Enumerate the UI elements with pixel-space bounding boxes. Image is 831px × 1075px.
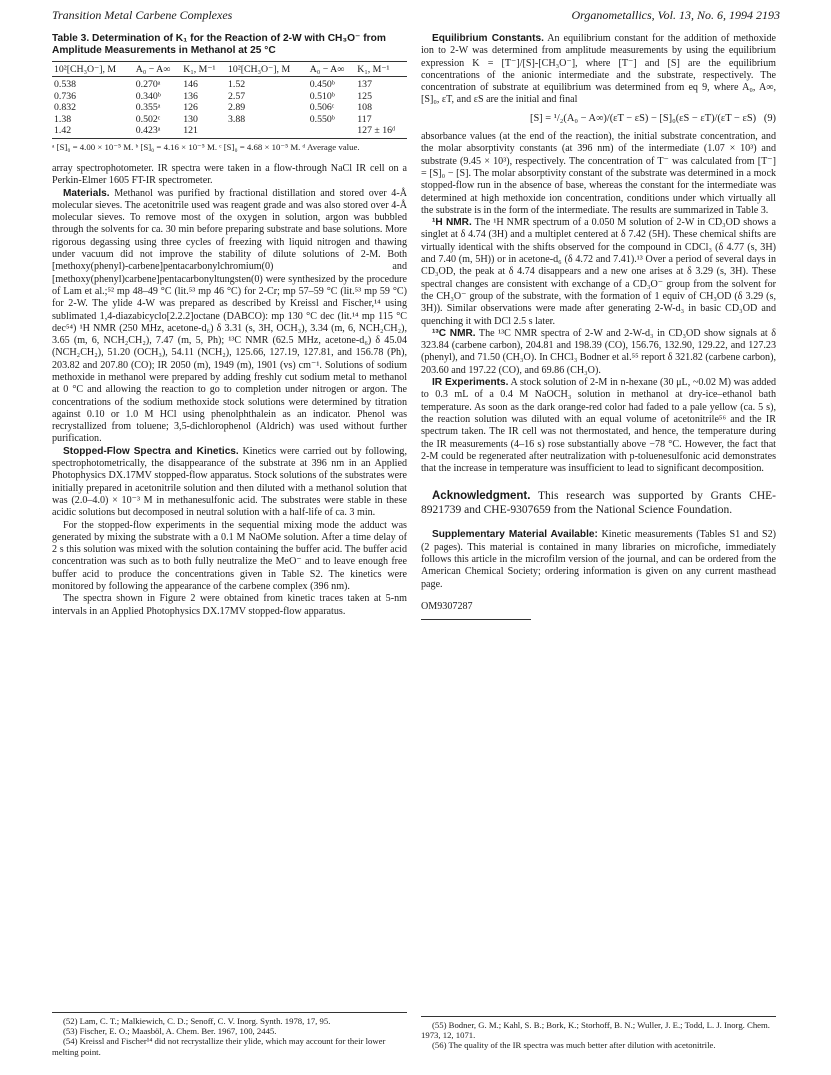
table-cell: 0.355ᵃ [135,102,161,114]
section-heading: Materials. [63,187,110,199]
table-cell: 0.506ᶜ [309,102,335,114]
table-cell: 0.550ᵇ [309,113,335,125]
table-header: K₁, M⁻¹ [181,62,226,77]
table-caption: Table 3. Determination of K₁ for the Reaction of 2-W with CH₃O⁻ from Amplitude Measurements in Methanol at 25 °C [52,33,386,56]
footnote: (55) Bodner, G. M.; Kahl, S. B.; Bork, K.; Storhoff, B. N.; Wuller, J. E.; Todd, L. J. Inorg. Chem. 1973, 12, 1071. [421,1020,770,1041]
table-cell: 1.38 [54,113,72,125]
supplementary-material [421,529,776,590]
table-cell: 1.42 [54,125,72,137]
section-heading: Stopped-Flow Spectra and Kinetics. [63,445,239,457]
equation-number: (9) [763,112,776,124]
table-cell: 108 [357,102,372,114]
table-cell: 0.450ᵇ [309,79,335,91]
paragraph: absorbance values (at the end of the reaction), the initial substrate concentration, and the molar absorptivity constants (at 396 nm) of the intermediate (1.07 × 10³) and substrate (9.45 × 10³), respectively. The concentration of T⁻ was calculated from [T⁻] = [S]₀ − [S]. The molar absorptivity constant of the substrate was determined in a mock stopped-flow run in the absence of base, whereas the constant for the intermediate was determined at high methoxide ion concentration, conditions under which virtually all the substrate is in the form of the intermediate. The results are summarized in Table 3. [421,131,776,216]
table-cell: 0.423ᵃ [135,125,161,137]
footnote: (56) The quality of the IR spectra was much better after dilution with acetonitrile. [432,1040,716,1051]
paragraph: For the stopped-flow experiments in the sequential mixing mode the adduct was generated by mixing the substrate with a 0.1 M NaOMe solution. After a time delay of 2 s this solution was mixed with the solution containing the buffer acid. The buffer acid concentration was such as to both fully neutralize the MeO⁻ and to leave enough free buffer acid to produce the concentrations given in Table S2. The kinetics were monitored by following the appearance of the carbene complex (396 nm). [52,519,407,593]
table-3 [52,61,407,139]
paragraph: The spectra shown in Figure 2 were obtained from kinetic traces taken at 5-nm intervals in an Applied Photophysics DX.17MV stopped-flow apparatus. [52,593,407,617]
table-cell: 121 [183,125,198,137]
divider [421,619,531,620]
header-right: Organometallics, Vol. 13, No. 6, 1994 2193 [571,8,780,22]
table-cell [308,125,356,139]
section-heading: ¹H NMR. [432,217,472,229]
table-cell: 3.88 [228,113,246,125]
table-cell: 127 ± 16ᵈ [357,125,396,137]
table-cell: 130 [183,113,198,125]
table-cell: 0.736 [54,90,77,102]
table-header: K₁, M⁻¹ [355,62,407,77]
paragraph-13c-nmr [421,328,776,377]
table-cell: 0.340ᵇ [135,90,161,102]
paragraph-equilibrium [421,33,776,107]
paragraph-1h-nmr [421,217,776,328]
table-cell: 1.52 [228,79,246,91]
table-cell: 0.502ᶜ [135,113,161,125]
paragraph: array spectrophotometer. IR spectra were taken in a flow-through NaCl IR cell on a Perkin-Elmer 1605 FT-IR spectrometer. [52,162,407,187]
table-row [52,77,407,91]
paragraph-text: Kinetic measurements (Tables S1 and S2) (2 pages). This material is contained in many libraries on microfiche, immediately follows this article in the microfilm version of the journal, and can be ordered from the American Chemical Society; ordering information is given on any current masthead page. [421,529,777,590]
paragraph-ir [421,377,776,475]
paragraph-text: An equilibrium constant for the addition of methoxide ion to 2-W was determined from amplitude measurements by using the equilibrium expression K = [T⁻]/[S]-[CH₃O⁻], where [T⁻] and [S] are the equilibrium concentrations of the anionic intermediate and the substrate, respectively. The concentration of substrate at equilibrium was determined from eq 9, where A₀, A∞, [S]₀, εT, and εS are the initial and final [421,33,776,106]
table-header: 10²[CH₃O⁻], M [52,62,134,77]
section-heading: ¹³C NMR. [432,327,476,339]
paragraph-text: Methanol was purified by fractional distillation and stored over 4-Å molecular sieves. The acetonitrile used was reagent grade and was also stored over 4-Å molecular sieves. To remove most of the oxygen in solution, argon was bubbled through the solvents for ca. 30 min before preparing substrate and base solutions. More rigorous degassing using three cycles of freezing with liquid nitrogen and thawing under vacuum did not improve the stability of dilute solutions of 2-M. Both [methoxy(phenyl)-carbene]pentacarbonylchromium(0) and [methoxy(phenyl)carbene]pentacarbonyltungsten(0) were synthesized by the procedure of Lam et al.;⁵² mp 48–49 °C (lit.⁵³ mp 46 °C) for 2-Cr; mp 57–59 °C (lit.⁵³ mp 59 °C) for 2-W. The ylide 4-W was prepared as described by Kreissl and Fischer,¹⁴ using sublimated 1,4-diazabicyclo[2.2.2]octane (DABCO): mp 130 °C dec (lit.¹⁴ mp 115 °C dec⁵⁴) ¹H NMR (250 MHz, acetone-d₆) δ 3.31 (s, 3H, OCH₃), 3.34 (m, 6, NCH₂CH₂), 3.65 (m, 6, NCH₂CH₂), 7.47 (m, 5, Ph); ¹³C NMR (62.5 MHz, acetone-d₆) δ 45.04 (NCH₂CH₂), 51.20 (OCH₃), 54.11 (NCH₂), 125.66, 127.19, 127.81, and 156.78 (Ph), 203.82 and 207.80 (CO); IR 2050 (m), 1949 (m), 1901 (vs) cm⁻¹. Solutions of sodium methoxide in methanol were prepared by adding freshly cut sodium metal to methanol at 0 °C and allowing the reaction to go to completion under nitrogen or argon. The concentrations of the sodium methoxide stock solutions were determined by titration against 0.10 or 1.0 M HCl using phenolphthalein as an indicator. Phenol was recrystallized from toluene; 3,5-dichlorophenol (Aldrich) was used without further purification. [52,187,407,445]
footnotes-right [421,1016,776,1051]
paragraph-text: Kinetics were carried out by following, spectrophotometrically, the disappearance of the substrate at 396 nm in an Applied Photophysics DX.17MV stopped-flow apparatus. Stock solutions of the substrates were initially prepared in acetonitrile solution and then diluted with a methanol solution that was (2.0–4.0) × 10⁻³ M in methanesulfonic acid. The substrates were stable in these acidic solutions but decomposed in neutral solution with a half-life of ca. 3 min. [52,445,407,519]
table-cell: 137 [357,79,372,91]
footnote: (53) Fischer, E. O.; Maasböl, A. Chem. Ber. 1967, 100, 2445. [63,1026,277,1037]
section-heading: Equilibrium Constants. [432,33,544,44]
paragraph-text: A stock solution of 2-M in n-hexane (30 μL, ~0.02 M) was added to 0.3 mL of a 0.4 M NaOCH₃ solution in methanol at dry-ice–ethanol bath temperature. As soon as the dark orange-red color had faded to a pale yellow (ca. 5 s), the reaction solution was diluted with an equal volume of acetonitrile⁵⁶ and the IR spectrum taken. The IR cell was not thermostated, and hence, the temperature during the IR measurements (4–16 s) rose substantially above −78 °C. However, the fact that 2-M could be regenerated after neutralization with p-toluenesulfonic acid demonstrates that the increase in temperature was insufficient to lead to significant decomposition. [421,377,777,475]
table-cell: 0.270ᵃ [135,79,161,91]
footnote: (54) Kreissl and Fischer¹⁴ did not recrystallize their ylide, which may account for their lower melting point. [52,1036,386,1057]
table-cell: 146 [183,79,198,91]
table-cell: 125 [357,90,372,102]
table-row [52,114,407,125]
right-column [421,33,776,620]
left-column [52,33,407,618]
table-cell: 126 [183,102,198,114]
table-cell: 2.89 [228,102,246,114]
paragraph-text: The ¹³C NMR spectra of 2-W and 2-W-d₃ in CD₃OD show signals at δ 323.84 (carbene carbon), 204.81 and 198.39 (CO), 156.76, 132.90, 129.22, and 127.23 (phenyl), and 71.50 (CH₃O). In CHCl₃ Bodner et al.⁵⁵ report δ 321.82 (carbene carbon), 203.60 and 197.22 (CO), and 69.86 (CH₃O). [421,327,776,376]
table-header: 10²[CH₃O⁻], M [226,62,308,77]
table-row [52,91,407,102]
table-header: A₀ − A∞ [308,62,356,77]
running-header [52,8,780,22]
footnotes-left [52,1012,407,1057]
table-cell: 136 [183,90,198,102]
table-header-row [52,62,407,77]
header-left: Transition Metal Carbene Complexes [52,8,233,22]
table-cell: 117 [357,113,372,125]
footnote: (52) Lam, C. T.; Malkiewich, C. D.; Senoff, C. V. Inorg. Synth. 1978, 17, 95. [63,1016,331,1026]
table-cell: 2.57 [228,90,246,102]
table-cell [226,125,308,139]
paragraph-materials [52,188,407,446]
manuscript-code: OM9307287 [421,600,473,612]
table-row [52,102,407,113]
section-heading: Acknowledgment. [432,490,531,503]
table-row [52,125,407,139]
paragraph-stopped-flow [52,446,407,520]
table-header: A₀ − A∞ [134,62,182,77]
equation-9 [421,113,776,125]
paragraph-text: This research was supported by Grants CHE-8921739 and CHE-9307659 from the National Science Foundation. [421,490,776,517]
table-cell: 0.538 [54,79,77,91]
acknowledgment [421,489,776,517]
table-footnote: ᵃ [S]₀ = 4.00 × 10⁻⁵ M. ᵇ [S]₀ = 4.16 × 10⁻⁵ M. ᶜ [S]₀ = 4.68 × 10⁻⁵ M. ᵈ Average value. [52,142,360,153]
section-heading: IR Experiments. [432,377,509,389]
table-cell: 0.832 [54,102,77,114]
section-heading: Supplementary Material Available: [432,529,598,541]
paragraph-text: The ¹H NMR spectrum of a 0.050 M solution of 2-W in CD₃OD shows a singlet at δ 4.74 (3H) and a multiplet centered at δ 7.42 (5H). These chemical shifts are virtually identical with the shifts observed for the compound in CDCl₃ (δ 4.77 (s, 3H) and 7.40 (m, 5H)) or in acetone-d₆ (δ 4.72 and 7.41).¹³ Over a period of several days in CD₃OD, the peak at δ 4.74 disappears and a new one arises at δ 3.29 (s, 3H). These spectral changes are consistent with exchange of a CD₃O⁻ group from the solvent for the CH₃O⁻ group of the substrate, with the formation of 1 equiv of CH₃OD (δ 3.29 (s, 3H)). Similar observations were made after generating 2-W-d₃ in basic CD₃OD and quenching it with DCl 2.5 s later. [421,217,776,327]
table-cell: 0.510ᵇ [309,90,335,102]
equation-body: [S] = ¹/₂(A₀ − A∞)/(εT − εS) − [S]₀(εS − εT)/(εT − εS) [530,112,757,124]
